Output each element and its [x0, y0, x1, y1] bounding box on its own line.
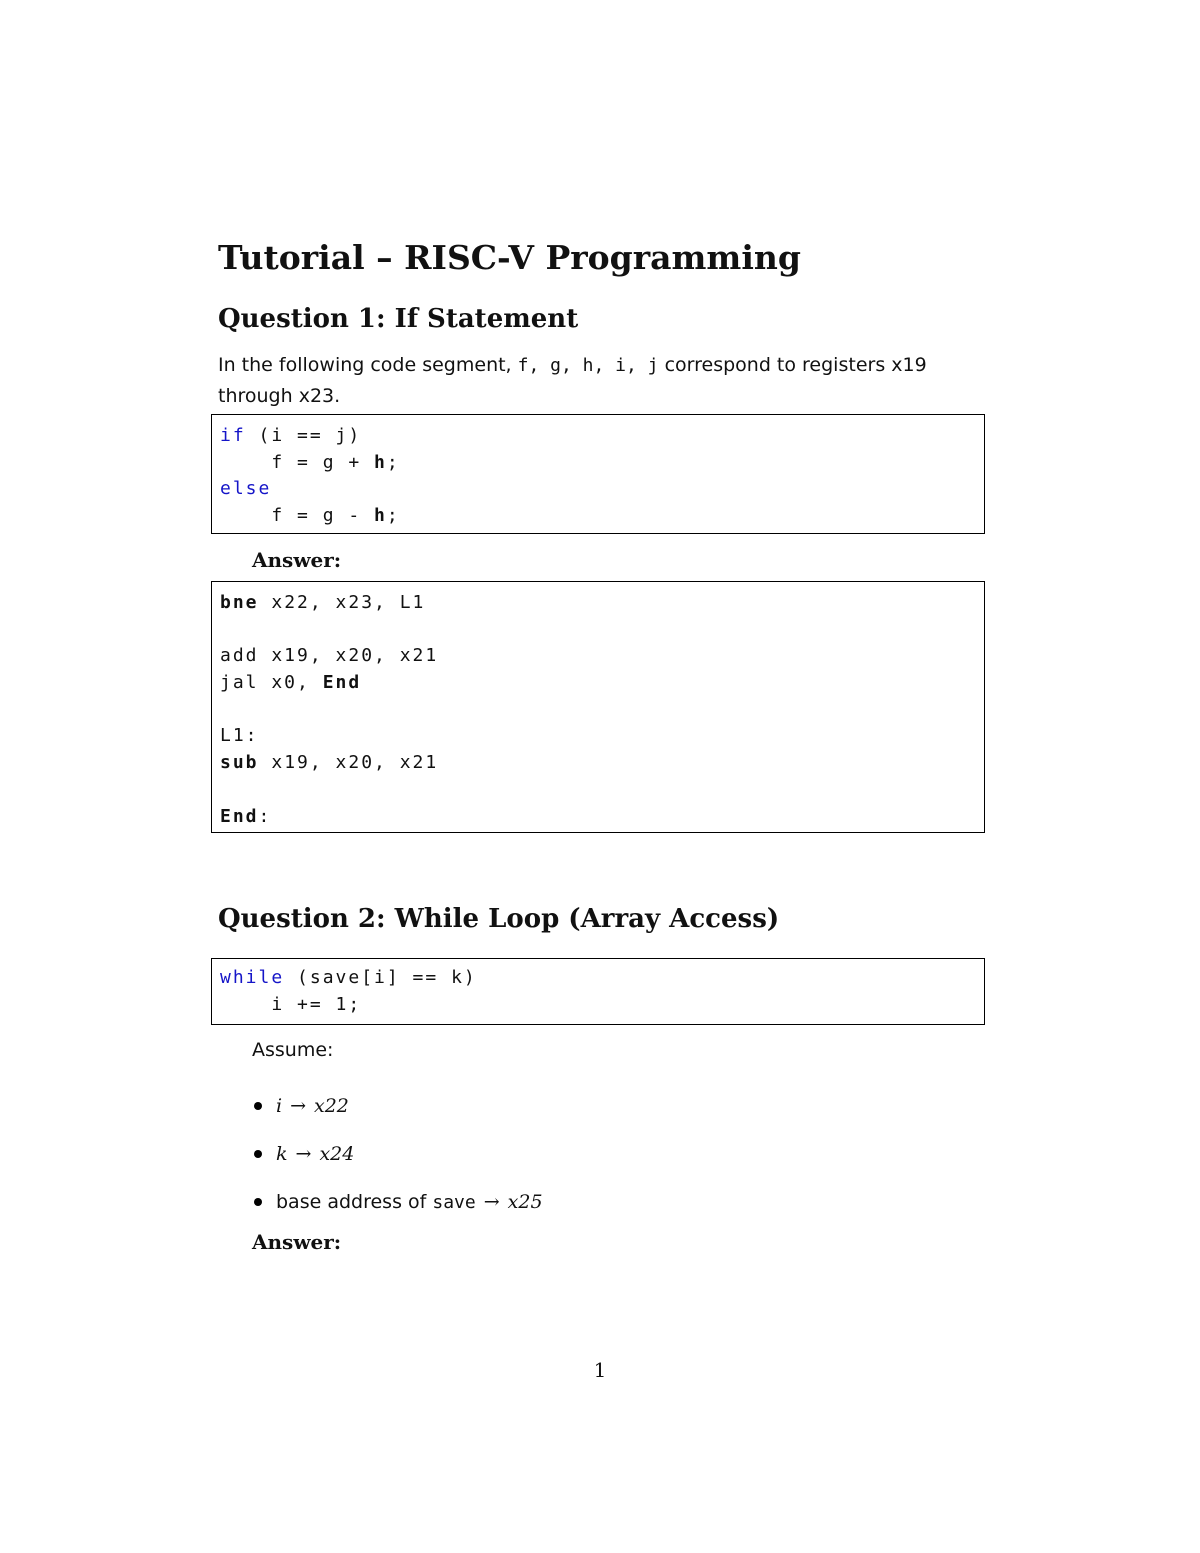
code-text: (save[i] == k)	[284, 967, 477, 988]
question-2-code-block	[211, 958, 985, 1025]
assume-label: Assume:	[252, 1039, 334, 1061]
code-line	[220, 476, 984, 503]
code-text: L1:	[220, 725, 259, 747]
question-1-intro	[218, 350, 988, 411]
code-text: ;	[386, 505, 400, 527]
assumption-list	[250, 1082, 543, 1226]
variable-save: save	[432, 1191, 476, 1213]
code-blank-line	[220, 617, 984, 644]
right-arrow-icon: →	[290, 1095, 306, 1117]
question-1-answer-code-block	[211, 581, 985, 833]
code-text: x19, x20, x21	[258, 752, 439, 774]
assumption-text: base address of	[276, 1191, 433, 1213]
register-label: x24	[319, 1143, 355, 1165]
question-1-answer-label: Answer:	[252, 548, 342, 572]
list-item	[250, 1130, 543, 1178]
register-label: x22	[314, 1095, 349, 1117]
right-arrow-icon: →	[295, 1143, 312, 1165]
code-line	[220, 992, 984, 1019]
question-2-answer-label: Answer:	[252, 1230, 342, 1254]
list-item	[250, 1082, 543, 1130]
label-end: End	[322, 672, 362, 694]
question-1-heading: Question 1: If Statement	[218, 304, 579, 334]
list-item	[250, 1178, 543, 1226]
code-line	[220, 804, 984, 831]
code-text: jal x0,	[220, 672, 323, 694]
code-text: f = g -	[220, 505, 375, 527]
question-2-heading: Question 2: While Loop (Array Access)	[218, 904, 780, 934]
intro-variables: f, g, h, i, j	[517, 355, 659, 376]
code-line	[220, 590, 984, 617]
intro-text-after: correspond to registers x19 through x23.	[218, 354, 927, 407]
code-line	[220, 965, 984, 992]
code-line	[220, 670, 984, 697]
code-line	[220, 503, 984, 530]
variable-i: i	[276, 1095, 283, 1117]
code-text: f = g +	[220, 451, 375, 473]
label-end: End	[220, 805, 259, 827]
bullet-icon	[254, 1102, 262, 1110]
instruction-bne: bne	[220, 592, 259, 613]
code-text: i += 1;	[220, 993, 362, 1015]
code-line	[220, 750, 984, 777]
keyword-else: else	[220, 478, 272, 500]
variable-k: k	[276, 1143, 288, 1165]
code-var-h: h	[374, 505, 387, 527]
document-title: Tutorial – RISC-V Programming	[218, 238, 801, 277]
page-number: 1	[593, 1358, 607, 1382]
bullet-icon	[254, 1150, 262, 1158]
instruction-sub: sub	[220, 752, 259, 774]
bullet-icon	[254, 1198, 262, 1206]
code-line	[220, 450, 984, 477]
code-line	[220, 423, 984, 450]
code-text: (i == j)	[245, 425, 362, 446]
code-text: add x19, x20, x21	[220, 645, 439, 667]
question-1-code-block	[211, 414, 985, 534]
keyword-while: while	[220, 967, 285, 988]
code-blank-line	[220, 697, 984, 724]
code-line	[220, 723, 984, 750]
code-text: ;	[386, 451, 400, 473]
code-var-h: h	[374, 451, 387, 473]
intro-text-before: In the following code segment,	[218, 354, 518, 376]
code-text: x22, x23, L1	[258, 592, 426, 613]
register-label: x25	[507, 1191, 543, 1213]
code-blank-line	[220, 777, 984, 804]
right-arrow-icon: →	[483, 1191, 500, 1213]
code-text: :	[258, 805, 272, 827]
code-line	[220, 643, 984, 670]
keyword-if: if	[220, 425, 246, 446]
